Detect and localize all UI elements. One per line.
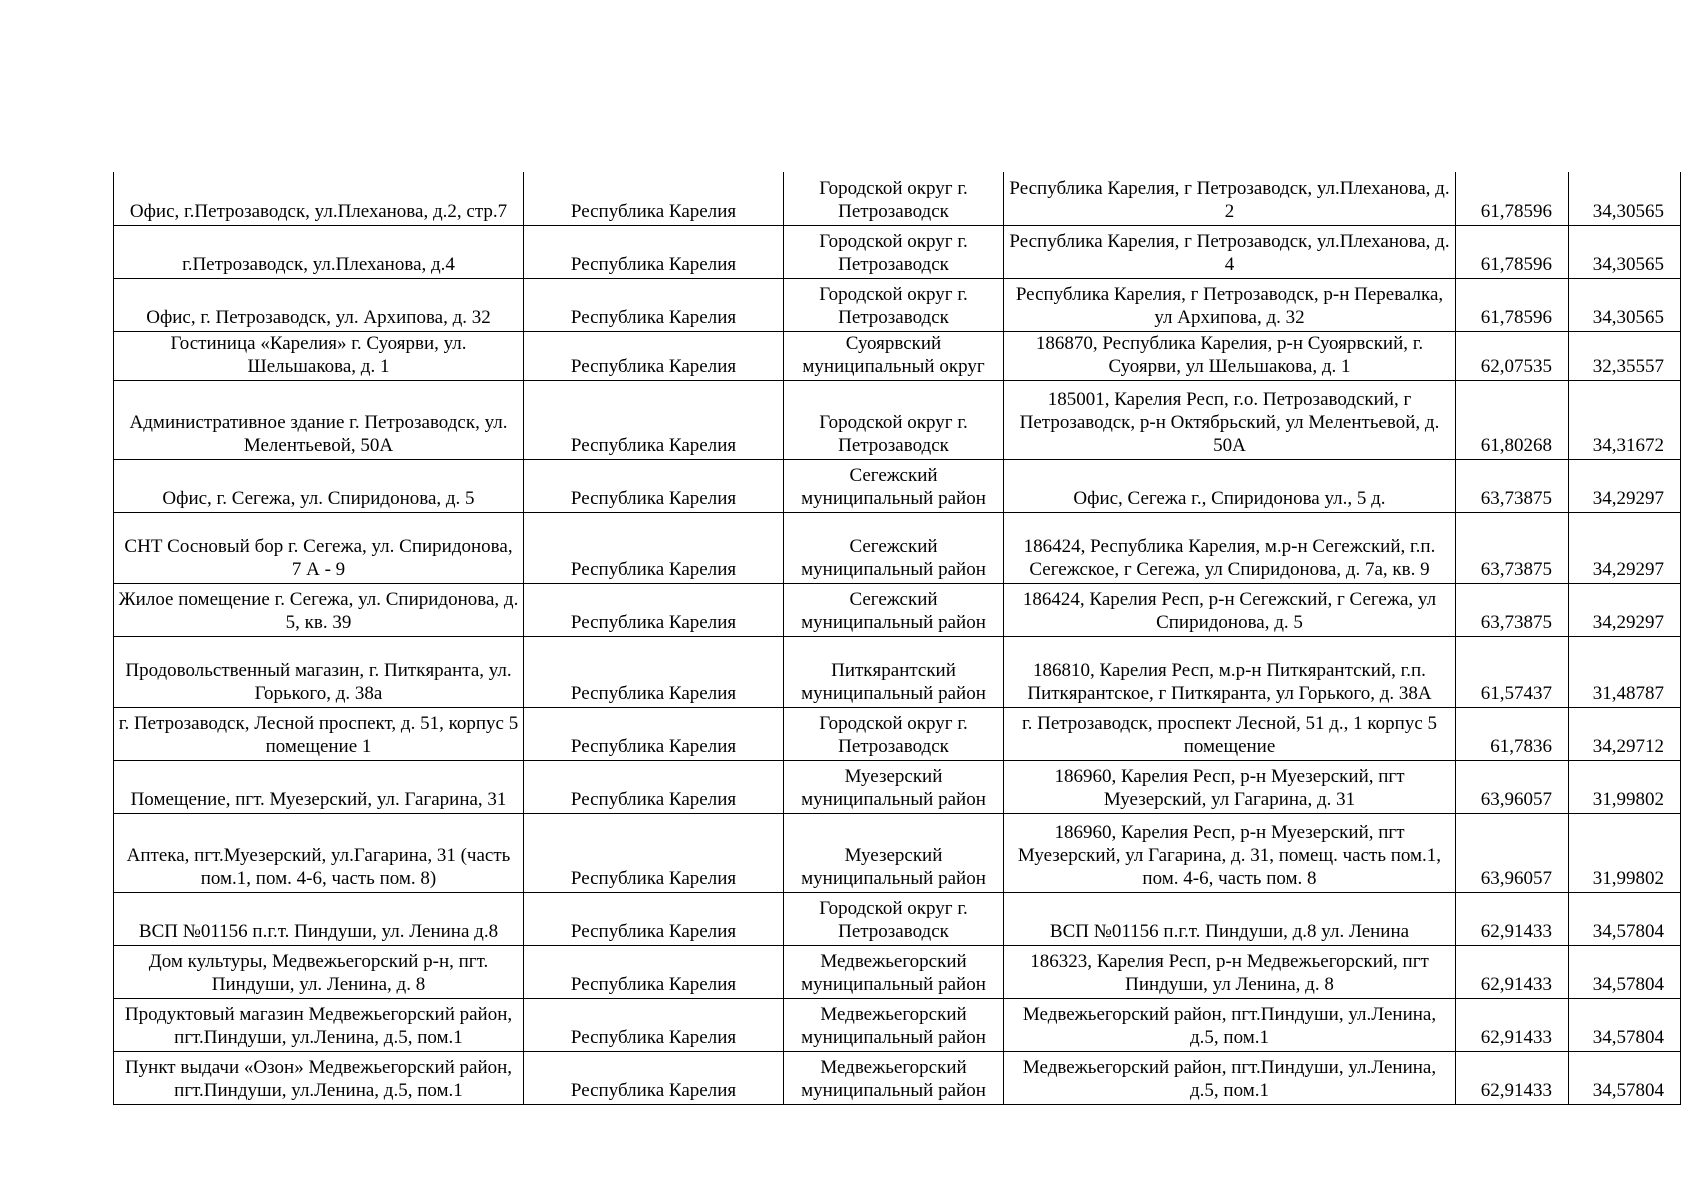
cell-longitude: 31,99802 [1569,760,1681,813]
cell-district: Городской округ г. Петрозаводск [784,278,1004,331]
table-row [114,512,1681,583]
cell-address: Медвежьегорский район, пгт.Пиндуши, ул.Ленина, д.5, пом.1 [1004,1051,1456,1104]
cell-region: Республика Карелия [524,225,784,278]
cell-object-name: Жилое помещение г. Сегежа, ул. Спиридонова, д. 5, кв. 39 [114,583,524,636]
cell-latitude: 63,96057 [1456,760,1569,813]
table-row [114,636,1681,707]
cell-longitude: 31,48787 [1569,636,1681,707]
cell-latitude: 62,07535 [1456,331,1569,380]
cell-region: Республика Карелия [524,1051,784,1104]
cell-latitude: 62,91433 [1456,1051,1569,1104]
cell-address: 186810, Карелия Респ, м.р-н Питкярантский, г.п. Питкярантское, г Питкяранта, ул Горького, д. 38А [1004,636,1456,707]
table-row [114,380,1681,459]
table-row [114,1051,1681,1104]
cell-latitude: 63,96057 [1456,813,1569,892]
cell-district: Медвежьегорский муниципальный район [784,1051,1004,1104]
cell-address: 186424, Республика Карелия, м.р-н Сегежский, г.п. Сегежское, г Сегежа, ул Спиридонова, д. 7а, кв. 9 [1004,512,1456,583]
cell-district: Городской округ г. Петрозаводск [784,707,1004,760]
cell-region: Республика Карелия [524,512,784,583]
cell-district: Городской округ г. Петрозаводск [784,892,1004,945]
cell-address: 186323, Карелия Респ, р-н Медвежьегорский, пгт Пиндуши, ул Ленина, д. 8 [1004,945,1456,998]
cell-longitude: 34,30565 [1569,172,1681,225]
cell-address: Республика Карелия, г Петрозаводск, ул.Плеханова, д. 2 [1004,172,1456,225]
cell-latitude: 63,73875 [1456,583,1569,636]
cell-latitude: 63,73875 [1456,512,1569,583]
cell-latitude: 62,91433 [1456,945,1569,998]
cell-district: Муезерский муниципальный район [784,760,1004,813]
cell-object-name: Офис, г.Петрозаводск, ул.Плеханова, д.2, стр.7 [114,172,524,225]
cell-object-name: Административное здание г. Петрозаводск, ул. Мелентьевой, 50А [114,380,524,459]
address-table [113,172,1681,1105]
cell-longitude: 31,99802 [1569,813,1681,892]
cell-address: Республика Карелия, г Петрозаводск, р-н Перевалка, ул Архипова, д. 32 [1004,278,1456,331]
cell-latitude: 62,91433 [1456,998,1569,1051]
cell-object-name: СНТ Сосновый бор г. Сегежа, ул. Спиридонова, 7 А - 9 [114,512,524,583]
cell-address: 186960, Карелия Респ, р-н Муезерский, пгт Муезерский, ул Гагарина, д. 31, помещ. часть пом.1, пом. 4-6, часть пом. 8 [1004,813,1456,892]
cell-address: Медвежьегорский район, пгт.Пиндуши, ул.Ленина, д.5, пом.1 [1004,998,1456,1051]
cell-district: Городской округ г. Петрозаводск [784,225,1004,278]
cell-object-name: Продуктовый магазин Медвежьегорский район, пгт.Пиндуши, ул.Ленина, д.5, пом.1 [114,998,524,1051]
cell-region: Республика Карелия [524,813,784,892]
cell-longitude: 34,31672 [1569,380,1681,459]
cell-longitude: 34,29297 [1569,459,1681,512]
cell-object-name: Дом культуры, Медвежьегорский р-н, пгт. Пиндуши, ул. Ленина, д. 8 [114,945,524,998]
cell-object-name: Офис, г. Петрозаводск, ул. Архипова, д. 32 [114,278,524,331]
cell-district: Сегежский муниципальный район [784,459,1004,512]
cell-latitude: 61,78596 [1456,172,1569,225]
cell-district: Питкярантский муниципальный район [784,636,1004,707]
cell-region: Республика Карелия [524,380,784,459]
cell-region: Республика Карелия [524,945,784,998]
cell-object-name: Аптека, пгт.Муезерский, ул.Гагарина, 31 (часть пом.1, пом. 4-6, часть пом. 8) [114,813,524,892]
cell-latitude: 62,91433 [1456,892,1569,945]
table-row [114,760,1681,813]
cell-latitude: 61,57437 [1456,636,1569,707]
cell-address: г. Петрозаводск, проспект Лесной, 51 д., 1 корпус 5 помещение [1004,707,1456,760]
cell-longitude: 34,57804 [1569,945,1681,998]
cell-object-name: г.Петрозаводск, ул.Плеханова, д.4 [114,225,524,278]
cell-latitude: 61,80268 [1456,380,1569,459]
cell-object-name: Офис, г. Сегежа, ул. Спиридонова, д. 5 [114,459,524,512]
cell-region: Республика Карелия [524,998,784,1051]
cell-region: Республика Карелия [524,892,784,945]
cell-longitude: 34,29712 [1569,707,1681,760]
cell-district: Суоярвский муниципальный округ [784,331,1004,380]
cell-address: Офис, Сегежа г., Спиридонова ул., 5 д. [1004,459,1456,512]
cell-object-name: Помещение, пгт. Муезерский, ул. Гагарина, 31 [114,760,524,813]
cell-district: Сегежский муниципальный район [784,512,1004,583]
table-body [114,172,1681,1104]
cell-latitude: 63,73875 [1456,459,1569,512]
table-row [114,278,1681,331]
cell-region: Республика Карелия [524,278,784,331]
cell-object-name: Продовольственный магазин, г. Питкяранта, ул. Горького, д. 38а [114,636,524,707]
cell-longitude: 34,57804 [1569,998,1681,1051]
cell-longitude: 34,30565 [1569,278,1681,331]
table-row [114,892,1681,945]
cell-region: Республика Карелия [524,760,784,813]
cell-longitude: 34,57804 [1569,1051,1681,1104]
cell-address: 185001, Карелия Респ, г.о. Петрозаводский, г Петрозаводск, р-н Октябрьский, ул Мелентьевой, д. 50А [1004,380,1456,459]
cell-region: Республика Карелия [524,459,784,512]
cell-latitude: 61,7836 [1456,707,1569,760]
cell-region: Республика Карелия [524,636,784,707]
table-row [114,331,1681,380]
table-row [114,707,1681,760]
cell-district: Городской округ г. Петрозаводск [784,380,1004,459]
cell-address: Республика Карелия, г Петрозаводск, ул.Плеханова, д. 4 [1004,225,1456,278]
cell-district: Медвежьегорский муниципальный район [784,998,1004,1051]
cell-address: ВСП №01156 п.г.т. Пиндуши, д.8 ул. Ленина [1004,892,1456,945]
cell-object-name: Пункт выдачи «Озон» Медвежьегорский район, пгт.Пиндуши, ул.Ленина, д.5, пом.1 [114,1051,524,1104]
cell-longitude: 34,57804 [1569,892,1681,945]
cell-region: Республика Карелия [524,331,784,380]
cell-longitude: 34,29297 [1569,583,1681,636]
cell-district: Городской округ г. Петрозаводск [784,172,1004,225]
table-row [114,172,1681,225]
cell-region: Республика Карелия [524,707,784,760]
cell-latitude: 61,78596 [1456,278,1569,331]
cell-address: 186960, Карелия Респ, р-н Муезерский, пгт Муезерский, ул Гагарина, д. 31 [1004,760,1456,813]
table-row [114,813,1681,892]
cell-address: 186870, Республика Карелия, р-н Суоярвский, г. Суоярви, ул Шельшакова, д. 1 [1004,331,1456,380]
cell-district: Муезерский муниципальный район [784,813,1004,892]
cell-object-name: Гостиница «Карелия» г. Суоярви, ул. Шельшакова, д. 1 [114,331,524,380]
table-row [114,583,1681,636]
table-row [114,459,1681,512]
cell-address: 186424, Карелия Респ, р-н Сегежский, г Сегежа, ул Спиридонова, д. 5 [1004,583,1456,636]
cell-longitude: 34,30565 [1569,225,1681,278]
cell-object-name: г. Петрозаводск, Лесной проспект, д. 51, корпус 5 помещение 1 [114,707,524,760]
table-row [114,998,1681,1051]
cell-object-name: ВСП №01156 п.г.т. Пиндуши, ул. Ленина д.8 [114,892,524,945]
cell-district: Сегежский муниципальный район [784,583,1004,636]
cell-longitude: 34,29297 [1569,512,1681,583]
cell-latitude: 61,78596 [1456,225,1569,278]
cell-longitude: 32,35557 [1569,331,1681,380]
table-row [114,225,1681,278]
cell-region: Республика Карелия [524,583,784,636]
cell-district: Медвежьегорский муниципальный район [784,945,1004,998]
cell-region: Республика Карелия [524,172,784,225]
table-row [114,945,1681,998]
